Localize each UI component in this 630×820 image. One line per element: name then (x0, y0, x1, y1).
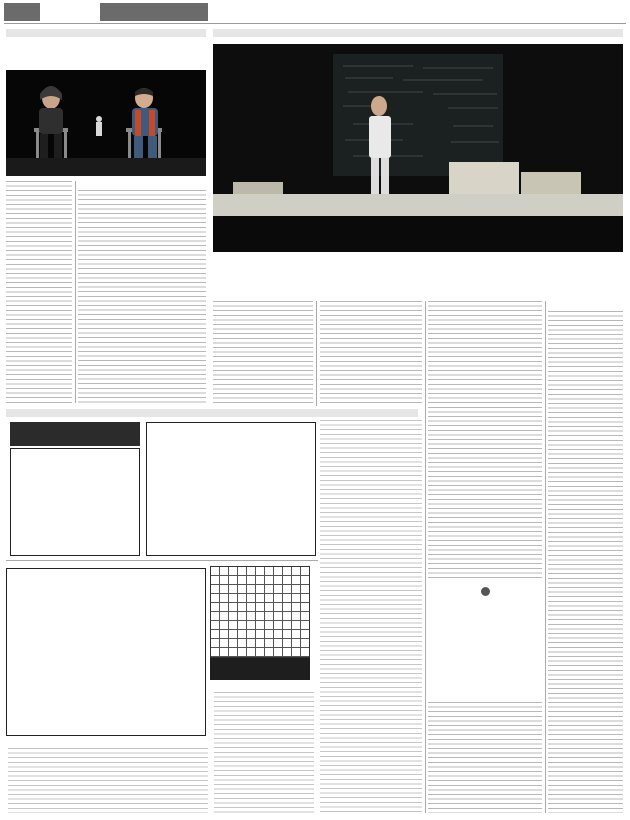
sudoku-title (10, 422, 140, 446)
crossword-grid (6, 568, 206, 736)
pull-quote-bullet-icon (481, 587, 490, 596)
main-article-column-3b (320, 420, 422, 813)
crossword-answer-grid (210, 566, 310, 658)
main-article-photo (213, 44, 623, 252)
section-tag-puzzles (6, 409, 418, 417)
left-article-column-2 (78, 190, 206, 403)
sudoku-puzzle-grid (146, 422, 316, 556)
main-article-column-4 (213, 301, 313, 406)
masthead-rule (4, 23, 626, 24)
page-number (4, 3, 40, 21)
left-article-column-1 (6, 181, 72, 403)
left-article-header (6, 40, 206, 42)
main-article-column-1 (548, 311, 623, 813)
section-tag-main (213, 29, 623, 37)
section-tag-left (6, 29, 206, 37)
sudoku-solution-grid (10, 448, 140, 556)
clues-across-text (214, 692, 314, 813)
stage-photo-actor-chalkboard (213, 44, 623, 252)
main-article-column-2b (428, 702, 542, 813)
section-name (100, 3, 208, 21)
crossword-title (210, 658, 310, 680)
left-article-photo (6, 70, 206, 176)
masthead (0, 0, 630, 24)
clues-down-text (8, 748, 208, 813)
pull-quote (430, 587, 540, 600)
main-article-column-3 (320, 301, 422, 406)
main-article-column-2 (428, 301, 542, 581)
stage-photo-two-actors (6, 70, 206, 176)
